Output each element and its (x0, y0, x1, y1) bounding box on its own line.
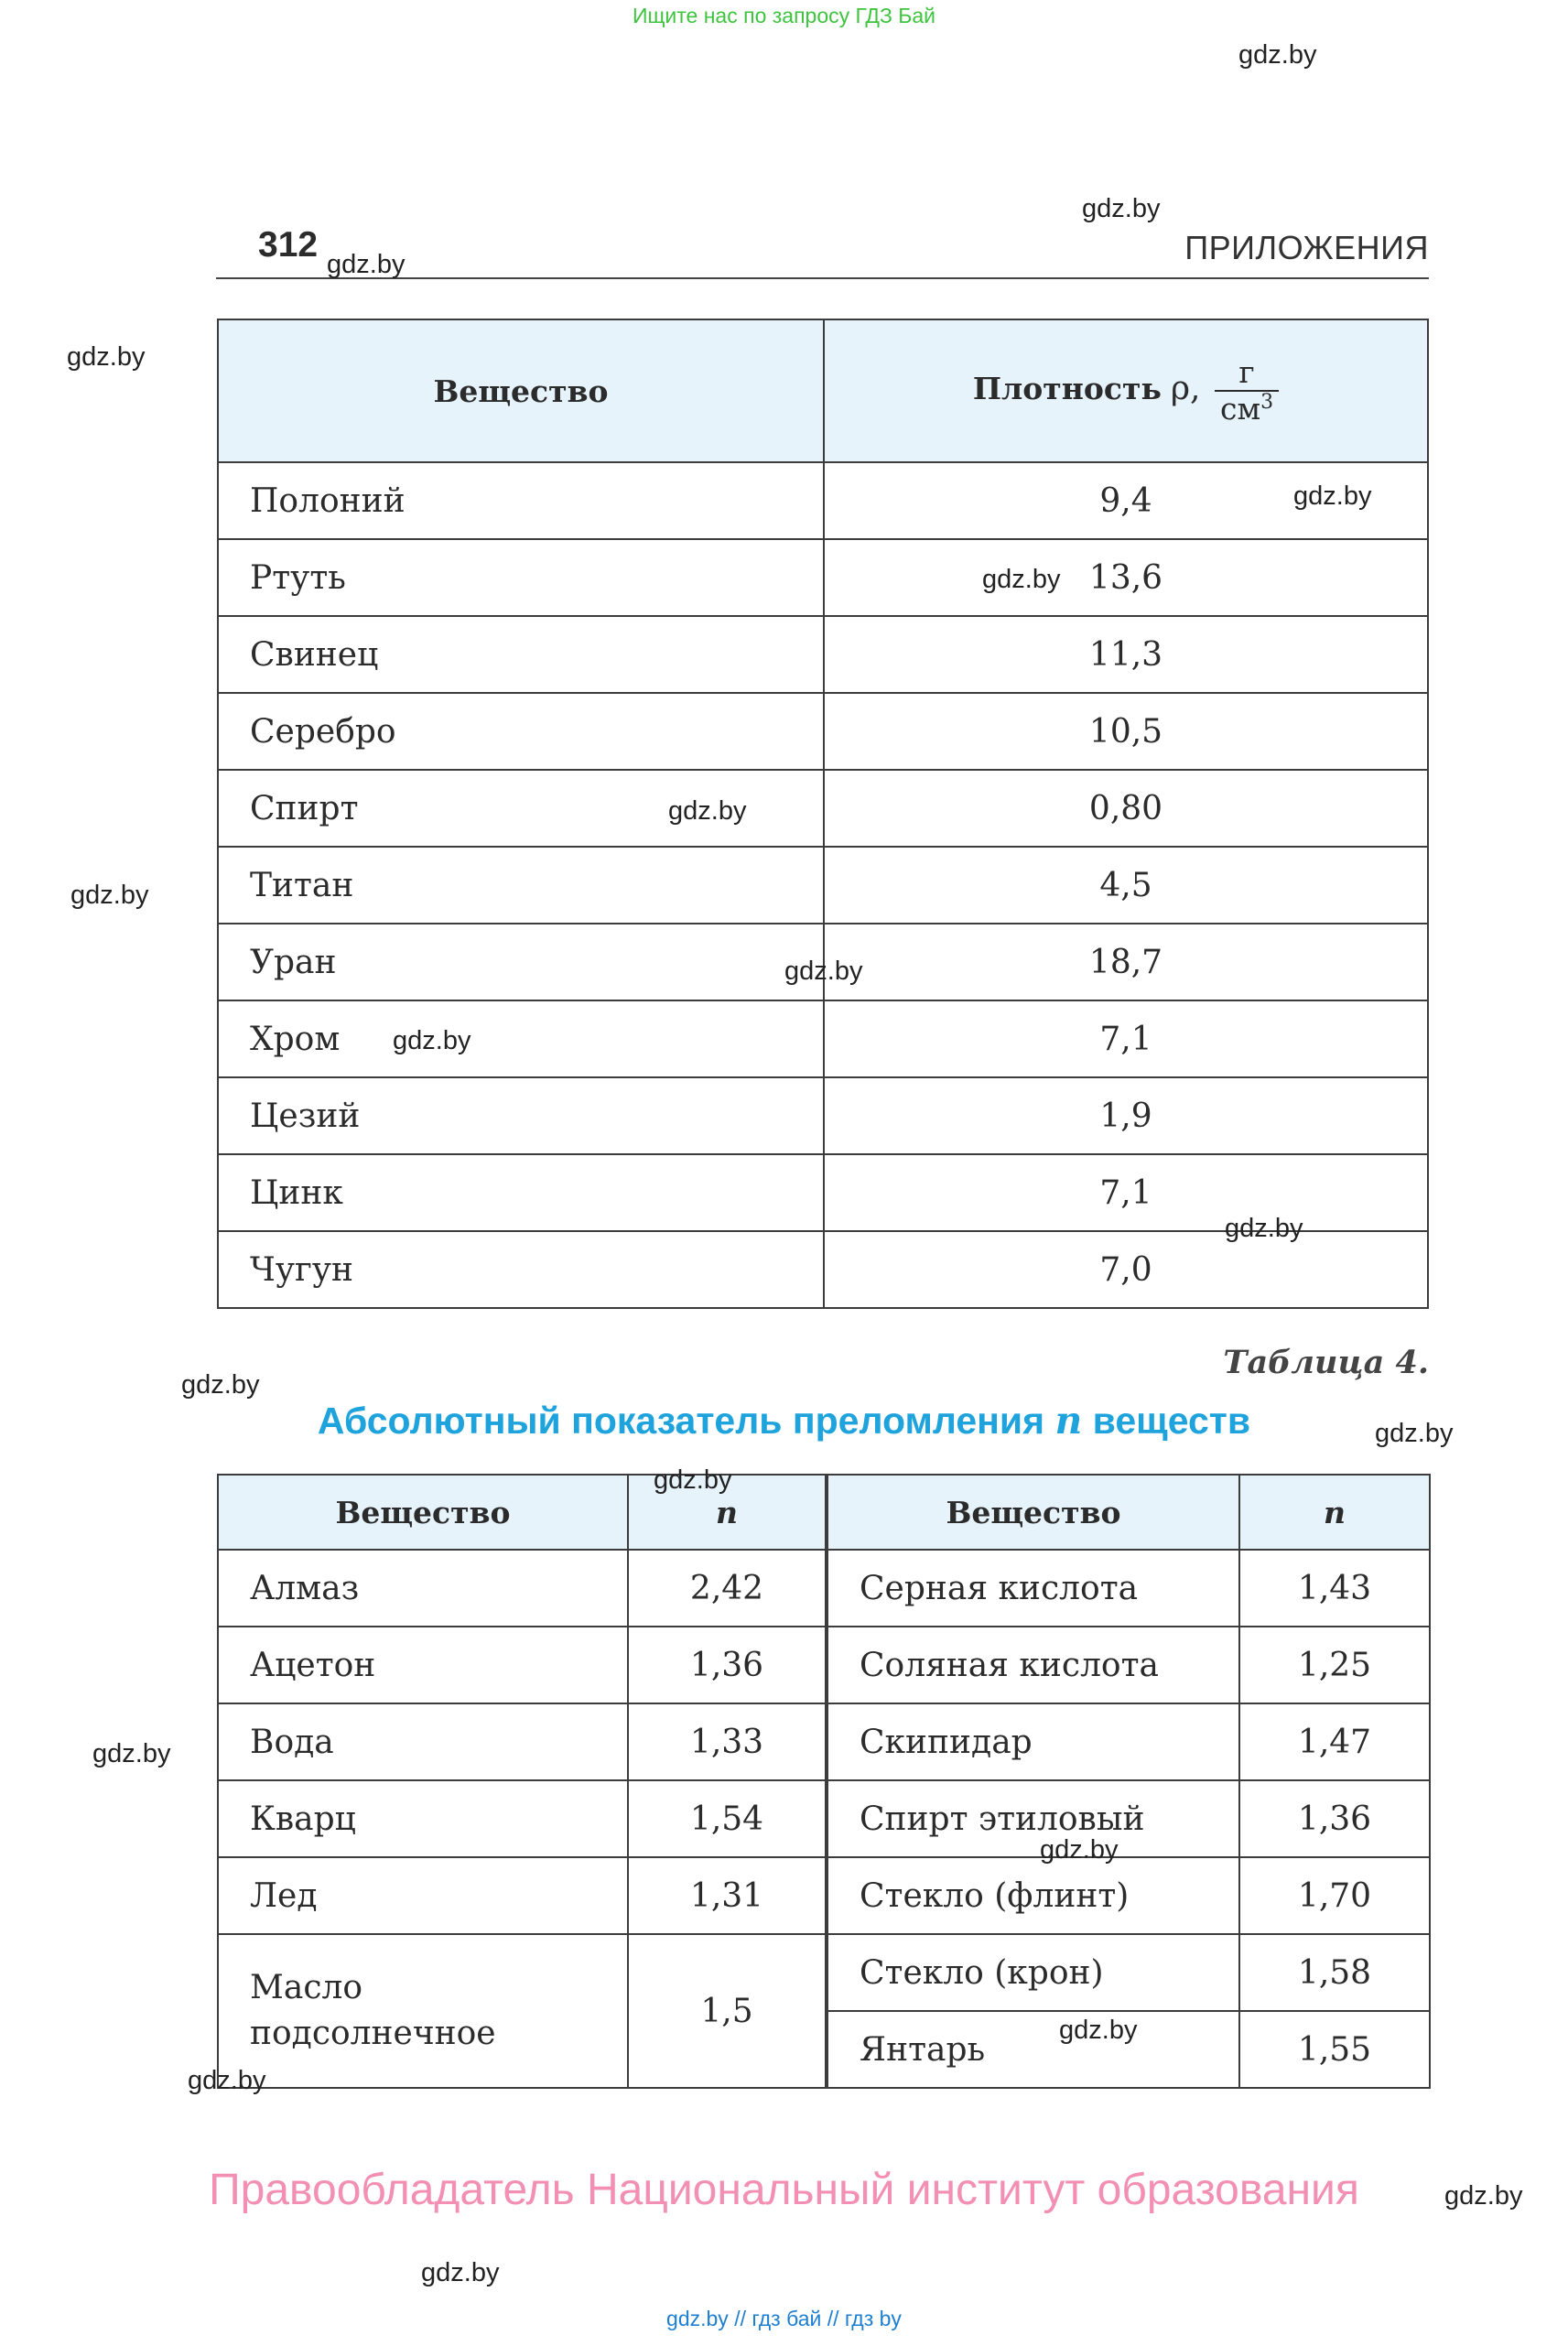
substance-name: Хром (218, 1000, 824, 1077)
col-density-header (824, 319, 1428, 462)
watermark: gdz.by (1293, 481, 1372, 511)
substance-name: Вода (218, 1703, 628, 1780)
rho-symbol: ρ, (1170, 370, 1201, 407)
n-value: 1,55 (1239, 2011, 1430, 2088)
watermark: gdz.by (1444, 2181, 1523, 2211)
watermark: gdz.by (393, 1026, 471, 1055)
watermark: gdz.by (181, 1370, 260, 1400)
col-substance-header: Вещество (218, 319, 824, 462)
substance-name: Кварц (218, 1780, 628, 1857)
table-title-text-end: веществ (1092, 1400, 1251, 1442)
table-row (218, 693, 1428, 770)
substance-name: Полоний (218, 462, 824, 539)
substance-name: Ртуть (218, 539, 824, 616)
watermark: gdz.by (1225, 1214, 1303, 1243)
table-row (218, 1780, 1430, 1857)
table-row (218, 539, 1428, 616)
density-value: 7,0 (824, 1231, 1428, 1308)
substance-name-line2: подсолнечное (250, 2015, 496, 2052)
density-label: Плотность (972, 371, 1162, 406)
substance-name: Лед (218, 1857, 628, 1934)
table-row (218, 616, 1428, 693)
table-row (218, 1077, 1428, 1154)
col-n-header: n (628, 1475, 827, 1550)
n-value: 1,33 (628, 1703, 827, 1780)
substance-name: Серная кислота (827, 1550, 1239, 1627)
table-caption: Таблица 4. (1223, 1344, 1429, 1381)
watermark: gdz.by (654, 1465, 732, 1495)
watermark: gdz.by (70, 881, 149, 910)
unit-numerator: г (1215, 356, 1279, 391)
top-note: Ищите нас по запросу ГДЗ Бай (632, 4, 936, 27)
watermark: gdz.by (1375, 1419, 1454, 1448)
table-row (218, 1857, 1430, 1934)
watermark: gdz.by (1059, 2016, 1138, 2045)
substance-name: Ацетон (218, 1627, 628, 1703)
watermark: gdz.by (982, 565, 1061, 594)
page-number: 312 (258, 225, 319, 265)
bottom-note: gdz.by // гдз бай // гдз by (666, 2307, 902, 2330)
substance-name: Спирт (218, 770, 824, 847)
copyright-footer: Правообладатель Национальный институт образования (209, 2166, 1359, 2214)
table-row (218, 1550, 1430, 1627)
density-value: 0,80 (824, 770, 1428, 847)
unit-exponent: 3 (1260, 390, 1274, 414)
watermark: gdz.by (188, 2066, 266, 2095)
watermark: gdz.by (1040, 1835, 1119, 1865)
unit-cm: см (1219, 390, 1261, 427)
n-value: 1,36 (628, 1627, 827, 1703)
col-n-header-2: n (1239, 1475, 1430, 1550)
table-row (218, 770, 1428, 847)
substance-name: Янтарь (827, 2011, 1239, 2088)
running-head: ПРИЛОЖЕНИЯ (1184, 229, 1429, 266)
refraction-header-row (218, 1475, 1430, 1550)
substance-name: Алмаз (218, 1550, 628, 1627)
watermark: gdz.by (67, 342, 146, 372)
density-value: 4,5 (824, 847, 1428, 924)
substance-name: Стекло (крон) (827, 1934, 1239, 2011)
watermark: gdz.by (92, 1739, 171, 1768)
refraction-table (217, 1474, 1431, 2089)
n-value: 1,47 (1239, 1703, 1430, 1780)
density-value: 18,7 (824, 924, 1428, 1000)
table-row (218, 1703, 1430, 1780)
substance-name-multiline (218, 1934, 628, 2088)
substance-name: Цинк (218, 1154, 824, 1231)
table-row (218, 1934, 1430, 2011)
table-row (218, 847, 1428, 924)
watermark: gdz.by (327, 250, 406, 279)
substance-name: Чугун (218, 1231, 824, 1308)
unit-denominator (1215, 392, 1279, 426)
table-row (218, 462, 1428, 539)
density-value: 13,6 (824, 539, 1428, 616)
watermark: gdz.by (421, 2258, 500, 2287)
density-value: 7,1 (824, 1000, 1428, 1077)
n-value: 1,54 (628, 1780, 827, 1857)
density-value: 10,5 (824, 693, 1428, 770)
table-title-variable: n (1054, 1399, 1083, 1443)
n-value: 2,42 (628, 1550, 827, 1627)
n-value: 1,58 (1239, 1934, 1430, 2011)
substance-name: Уран (218, 924, 824, 1000)
substance-name-line1: Масло (250, 1968, 363, 2006)
col-substance-header-2: Вещество (827, 1475, 1239, 1550)
n-value: 1,25 (1239, 1627, 1430, 1703)
watermark: gdz.by (784, 957, 863, 986)
density-unit (1215, 356, 1279, 426)
substance-name: Титан (218, 847, 824, 924)
n-value: 1,5 (628, 1934, 827, 2088)
density-value: 7,1 (824, 1154, 1428, 1231)
substance-name: Соляная кислота (827, 1627, 1239, 1703)
density-value: 11,3 (824, 616, 1428, 693)
substance-name: Спирт этиловый (827, 1780, 1239, 1857)
density-table (217, 319, 1429, 1309)
substance-name: Стекло (флинт) (827, 1857, 1239, 1934)
n-value: 1,70 (1239, 1857, 1430, 1934)
watermark: gdz.by (1238, 40, 1317, 70)
substance-name: Свинец (218, 616, 824, 693)
n-value: 1,43 (1239, 1550, 1430, 1627)
density-value: 1,9 (824, 1077, 1428, 1154)
density-header-row (218, 319, 1428, 462)
table-row (218, 1627, 1430, 1703)
substance-name: Цезий (218, 1077, 824, 1154)
watermark: gdz.by (1082, 194, 1161, 223)
table-title (0, 1399, 1568, 1443)
n-value: 1,31 (628, 1857, 827, 1934)
substance-name: Серебро (218, 693, 824, 770)
density-value: 9,4 (824, 462, 1428, 539)
col-substance-header: Вещество (218, 1475, 628, 1550)
table-title-text: Абсолютный показатель преломления (317, 1400, 1045, 1442)
watermark: gdz.by (668, 796, 747, 826)
n-value: 1,36 (1239, 1780, 1430, 1857)
substance-name: Скипидар (827, 1703, 1239, 1780)
